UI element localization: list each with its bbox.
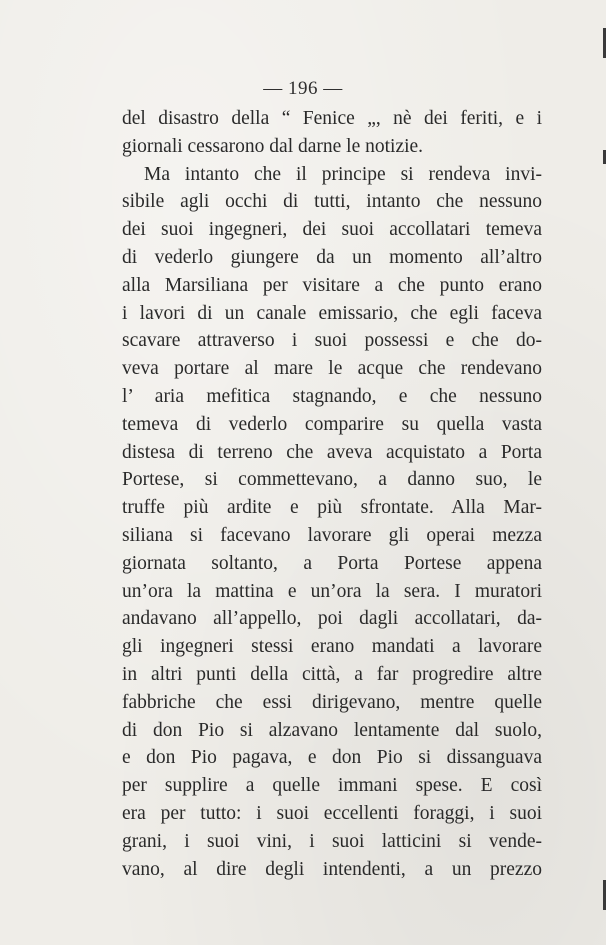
text-line: grani, i suoi vini, i suoi latticini si vende- bbox=[122, 830, 542, 852]
text-line: distesa di terreno che aveva acquistato a Porta bbox=[122, 441, 542, 463]
page-number: — 196 — bbox=[263, 78, 343, 99]
text-line: andavano all’appello, poi dagli accollatari, da- bbox=[122, 608, 542, 630]
text-line: scavare attraverso i suoi possessi e che do- bbox=[122, 330, 542, 352]
text-line: sibile agli occhi di tutti, intanto che nessuno bbox=[122, 191, 542, 213]
text-line: Portese, si commettevano, a danno suo, le bbox=[122, 469, 542, 491]
text-line: truffe più ardite e più sfrontate. Alla Mar- bbox=[122, 497, 542, 519]
text-line: fabbriche che essi dirigevano, mentre quelle bbox=[122, 691, 542, 713]
text-line: del disastro della “ Fenice „, nè dei feriti, e i bbox=[122, 108, 542, 129]
text-line: dei suoi ingegneri, dei suoi accollatari temeva bbox=[122, 219, 542, 241]
text-line: Ma intanto che il principe si rendeva invi- bbox=[144, 163, 542, 185]
text-line: siliana si facevano lavorare gli operai mezza bbox=[122, 524, 542, 546]
text-line: in altri punti della città, a far progredire altre bbox=[122, 663, 542, 685]
text-line: veva portare al mare le acque che rendevano bbox=[122, 358, 542, 380]
text-line: di vederlo giungere da un momento all’altro bbox=[122, 246, 542, 268]
text-line: gli ingegneri stessi erano mandati a lavorare bbox=[122, 636, 542, 658]
text-line: i lavori di un canale emissario, che egli faceva bbox=[122, 302, 542, 324]
text-line: e don Pio pagava, e don Pio si dissanguava bbox=[122, 747, 542, 769]
text-line: l’ aria mefitica stagnando, e che nessuno bbox=[122, 385, 542, 407]
text-line: un’ora la mattina e un’ora la sera. I muratori bbox=[122, 580, 542, 602]
text-line: vano, al dire degli intendenti, a un prezzo bbox=[122, 858, 542, 880]
text-line: giornata soltanto, a Porta Portese appena bbox=[122, 552, 542, 574]
text-line: per supplire a quelle immani spese. E così bbox=[122, 775, 542, 797]
body-text bbox=[122, 105, 542, 883]
text-line: di don Pio si alzavano lentamente dal suolo, bbox=[122, 719, 542, 741]
text-line: temeva di vederlo comparire su quella vasta bbox=[122, 413, 542, 435]
text-line: alla Marsiliana per visitare a che punto erano bbox=[122, 274, 542, 296]
text-line: giornali cessarono dal darne le notizie. bbox=[122, 135, 424, 157]
text-line: era per tutto: i suoi eccellenti foraggi, i suoi bbox=[122, 802, 542, 824]
